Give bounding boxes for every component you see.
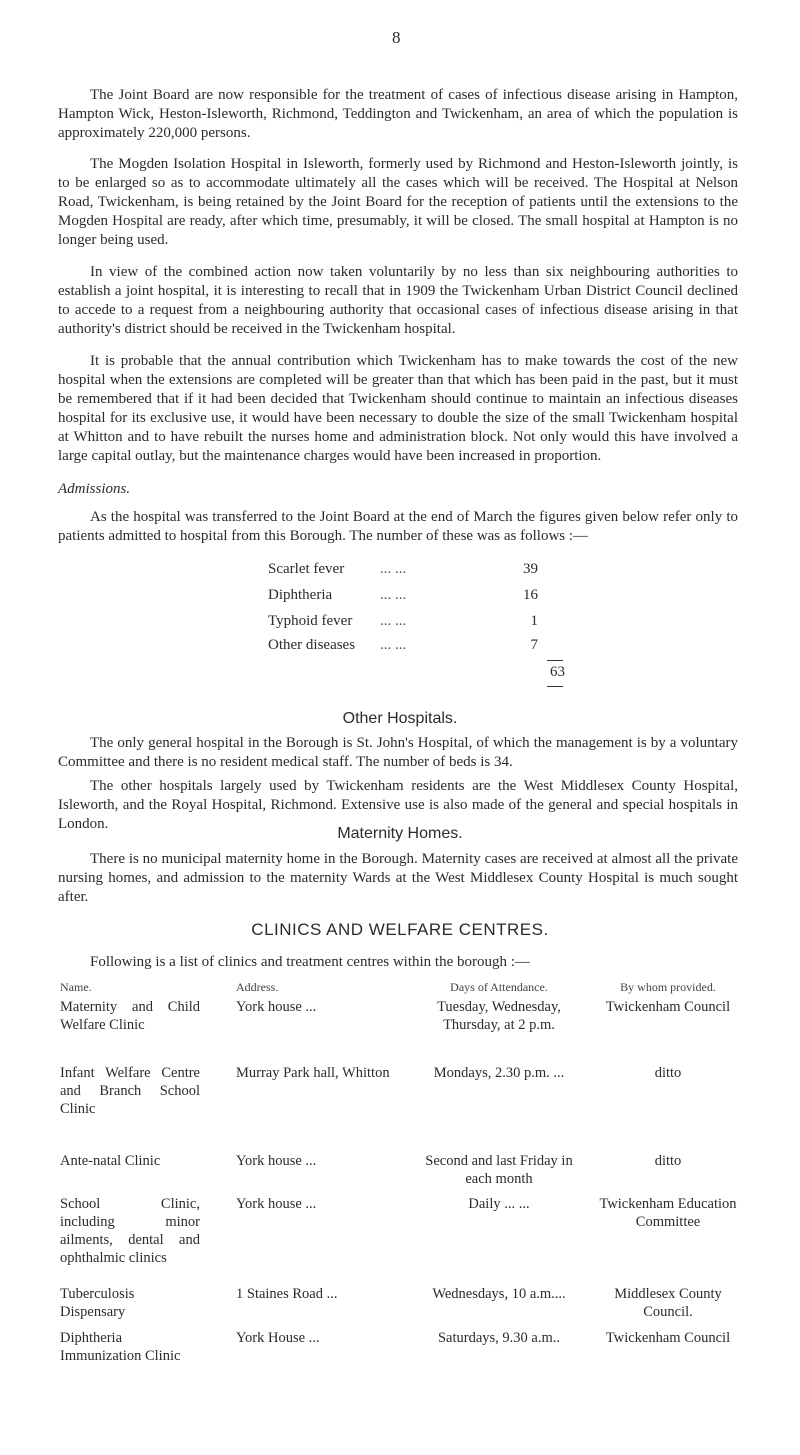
other-hospitals-paragraph-2: The other hospitals largely used by Twickenham residents are the West Middlesex County Hospital, Isleworth, and the Royal Hospital, Richmond. Extensive use is also made of the general and special hospitals in London. [58,778,738,832]
clinic-days: Second and last Friday in each month [425,1153,573,1187]
clinic-address: Murray Park hall, Whitton [236,1065,390,1081]
admission-count: 39 [523,561,538,577]
paragraph-1909-council: In view of the combined action now taken voluntarily by no less than six neighbouring authorities to establish a joint hospital, it is interesting to recall that in 1909 the Twickenham Urban District Council declined to accede to a request from a neighbouring authority that occasional cases of infectious disease arising in that authority's district should be received in the Twickenham hospital. [58,264,738,337]
admissions-intro: As the hospital was transferred to the Joint Board at the end of March the figures given below refer only to patients admitted to hospital from this Borough. The number of these was as follows :— [58,509,738,544]
clinic-provider: Twickenham Education Committee [599,1196,737,1230]
total-rule-top [547,660,563,661]
admissions-row [268,637,568,659]
paragraph-annual-contribution: It is probable that the annual contribution which Twickenham has to make towards the cost of the new hospital when the extensions are completed will be greater than that which has been paid in the past, but it must be remembered that if it had been decided that Twickenham should continue to maintain an infectious diseases hospital for its exclusive use, it would have been necessary to double the size of the small Twickenham hospital at Whitton and to have rebuilt the nurses home and administration block. Not only would this have involved a large capital outlay, but the maintenance charges would have been increased in proportion. [58,353,738,464]
clinic-provider: ditto [654,1153,682,1169]
clinic-name: Ante-natal Clinic [60,1153,161,1169]
clinic-name: School Clinic, including minor ailments, dental and ophthalmic clinics [60,1196,200,1266]
leader-dots: ... ... [380,587,407,603]
disease-name: Diphtheria [268,587,333,603]
maternity-heading: Maternity Homes. [337,825,463,842]
clinics-heading: CLINICS AND WELFARE CENTRES. [251,920,549,939]
clinics-intro: Following is a list of clinics and treatment centres within the borough :— [90,954,530,970]
clinic-days: Tuesday, Wednesday, Thursday, at 2 p.m. [437,999,561,1033]
clinic-name: Maternity and Child Welfare Clinic [60,999,200,1033]
maternity-paragraph: There is no municipal maternity home in the Borough. Maternity cases are received at almost all the private nursing homes, and admission to the maternity Wards at the West Middlesex County Hospital is much sought after. [58,851,738,905]
clinic-address: 1 Staines Road ... [236,1286,338,1302]
clinic-address: York House ... [236,1330,320,1346]
clinic-name: Tuberculosis Dispensary [60,1286,135,1320]
clinic-days: Daily ... ... [468,1196,530,1212]
clinic-provider: Twickenham Council [605,999,731,1015]
column-header-name: Name. [60,980,92,994]
column-header-address: Address. [236,980,279,994]
clinic-days: Wednesdays, 10 a.m.... [432,1286,566,1302]
admissions-row [268,613,568,635]
leader-dots: ... ... [380,637,407,653]
clinic-provider: ditto [654,1065,682,1081]
admission-count: 16 [523,587,538,603]
clinic-address: York house ... [236,999,317,1015]
disease-name: Typhoid fever [268,613,353,629]
page-number: 8 [392,28,401,47]
clinic-provider: Twickenham Council [605,1330,731,1346]
clinic-name: Infant Welfare Centre and Branch School Clinic [60,1065,200,1117]
admissions-row [268,587,568,609]
other-hospitals-heading: Other Hospitals. [342,710,458,727]
other-hospitals-paragraph-1: The only general hospital in the Borough is St. John's Hospital, of which the management is by a voluntary Committee and there is no resident medical staff. The number of beds is 34. [58,735,738,770]
column-header-days: Days of Attendance. [450,980,548,994]
leader-dots: ... ... [380,613,407,629]
admissions-heading: Admissions. [58,481,131,497]
total-rule-bottom [547,686,563,687]
admission-count: 7 [530,637,538,653]
admissions-total: 63 [550,664,565,680]
disease-name: Scarlet fever [268,561,345,577]
disease-name: Other diseases [268,637,356,653]
clinic-address: York house ... [236,1196,317,1212]
clinic-provider: Middlesex County Council. [614,1286,722,1320]
clinic-name: Diphtheria Immunization Clinic [60,1330,181,1364]
clinic-address: York house ... [236,1153,317,1169]
admission-count: 1 [530,613,538,629]
column-header-provider: By whom provided. [620,980,716,994]
leader-dots: ... ... [380,561,407,577]
paragraph-mogden-hospital: The Mogden Isolation Hospital in Isleworth, formerly used by Richmond and Heston-Isleworth jointly, is to be enlarged so as to accommodate ultimately all the cases which will be received. The Hospital at Nelson Road, Twickenham, is being retained by the Joint Board for the reception of patients until the extensions to the Mogden Hospital are ready, after which time, presumably, it will be closed. The small hospital at Hampton is no longer being used. [58,156,738,248]
admissions-row [268,561,568,583]
clinic-days: Saturdays, 9.30 a.m.. [437,1330,561,1346]
paragraph-joint-board: The Joint Board are now responsible for the treatment of cases of infectious disease arising in Hampton, Hampton Wick, Heston-Isleworth, Richmond, Teddington and Twickenham, an area of which the population is approximately 220,000 persons. [58,87,738,141]
clinic-days: Mondays, 2.30 p.m. ... [433,1065,565,1081]
